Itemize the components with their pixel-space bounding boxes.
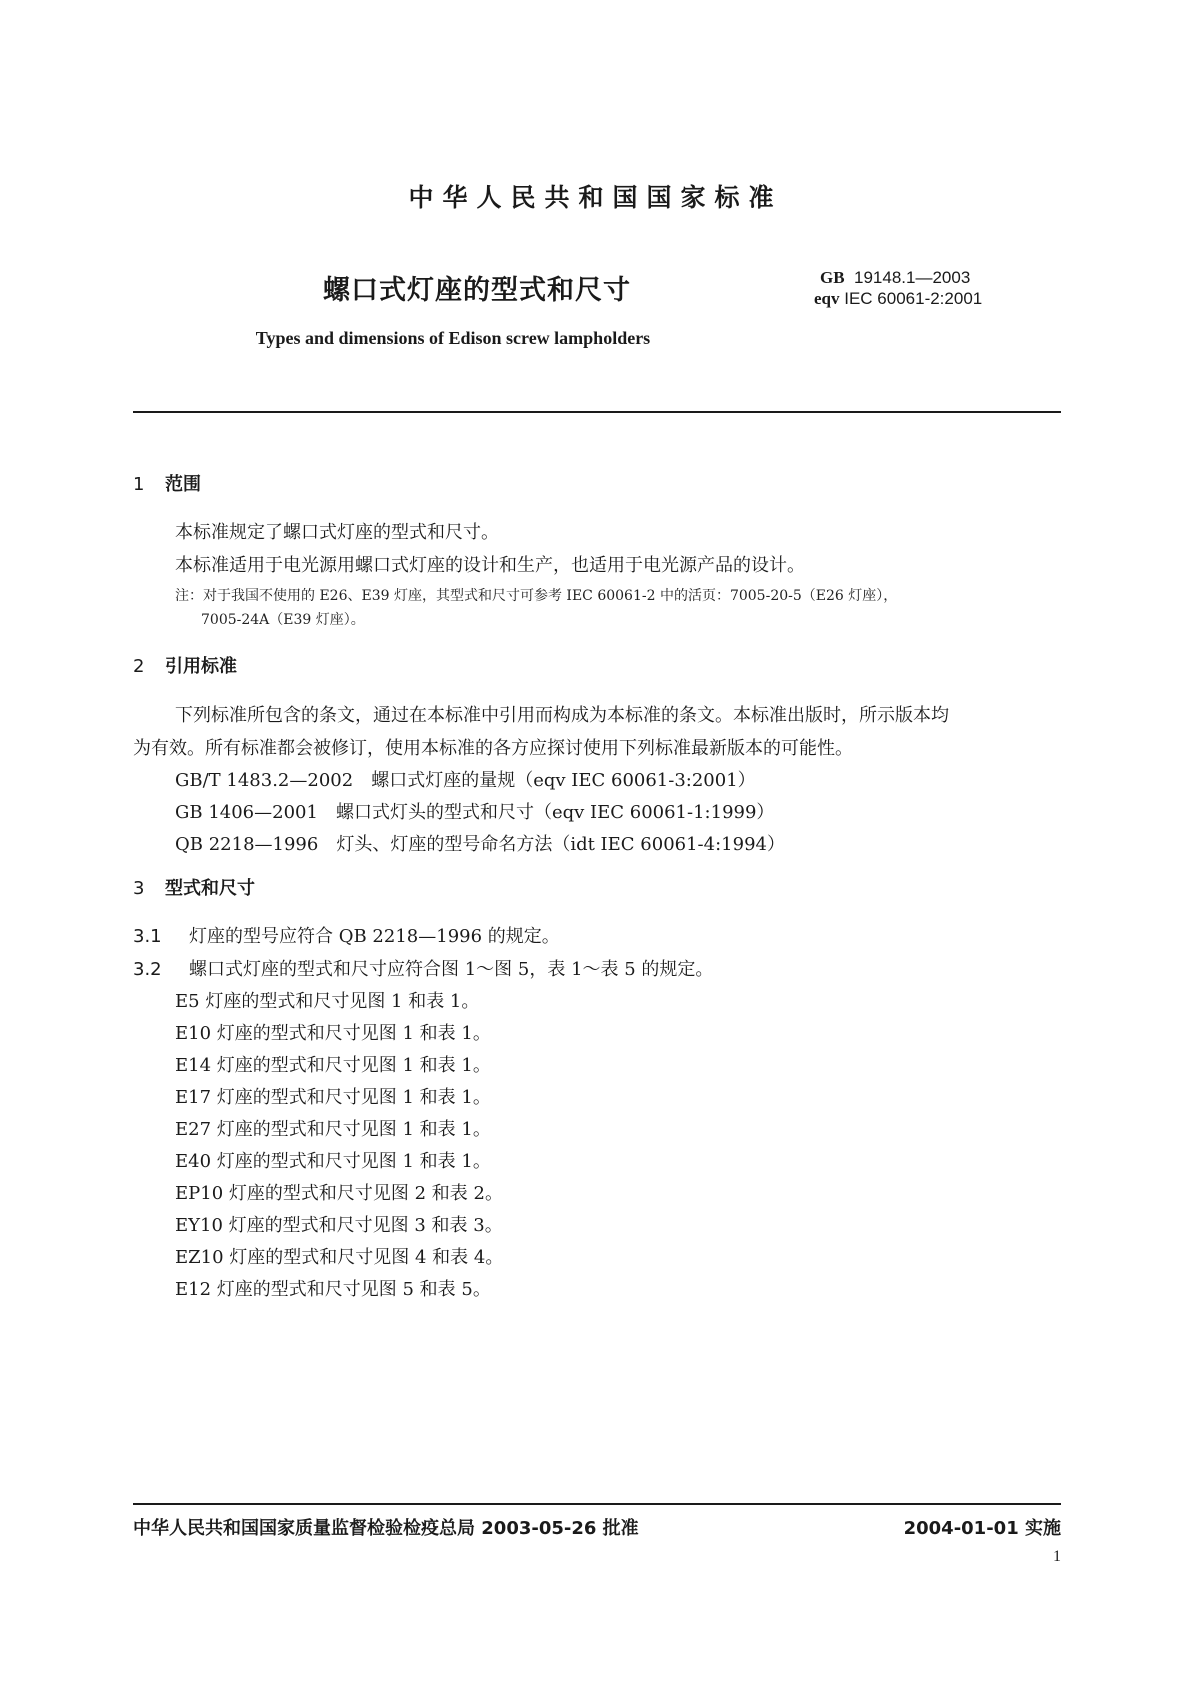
clause-3-2 <box>133 955 713 981</box>
section-3-title: 型式和尺寸 <box>165 878 255 899</box>
list-item: EY10 灯座的型式和尺寸见图 3 和表 3。 <box>175 1215 503 1236</box>
reference-item: GB/T 1483.2—2002 螺口式灯座的量规（eqv IEC 60061-3:2001） <box>175 770 756 791</box>
list-item: E10 灯座的型式和尺寸见图 1 和表 1。 <box>175 1023 491 1044</box>
list-item: E5 灯座的型式和尺寸见图 1 和表 1。 <box>175 991 480 1012</box>
list-item: E12 灯座的型式和尺寸见图 5 和表 5。 <box>175 1279 491 1300</box>
section-3-number: 3 <box>133 878 145 899</box>
document-title-en: Types and dimensions of Edison screw lampholders <box>255 328 651 348</box>
section-1-number: 1 <box>133 474 145 495</box>
section-1-title: 范围 <box>165 474 201 495</box>
approval-statement: 中华人民共和国国家质量监督检验检疫总局 2003-05-26 批准 <box>133 1518 639 1539</box>
list-item: E14 灯座的型式和尺寸见图 1 和表 1。 <box>175 1055 491 1076</box>
clause-text: 灯座的型号应符合 QB 2218—1996 的规定。 <box>189 926 560 947</box>
section-1-para-2: 本标准适用于电光源用螺口式灯座的设计和生产，也适用于电光源产品的设计。 <box>175 555 805 576</box>
section-3-heading <box>133 874 255 900</box>
list-item: E27 灯座的型式和尺寸见图 1 和表 1。 <box>175 1119 491 1140</box>
section-2-para-line-1: 下列标准所包含的条文，通过在本标准中引用而构成为本标准的条文。本标准出版时，所示版本均 <box>175 705 949 726</box>
std-prefix: GB <box>820 268 845 287</box>
clause-number: 3.2 <box>133 959 162 980</box>
document-title-cn: 螺口式灯座的型式和尺寸 <box>323 275 631 306</box>
list-item: E17 灯座的型式和尺寸见图 1 和表 1。 <box>175 1087 491 1108</box>
reference-item: GB 1406—2001 螺口式灯头的型式和尺寸（eqv IEC 60061-1:1999） <box>175 802 775 823</box>
section-2-heading <box>133 652 237 678</box>
footer-divider <box>133 1503 1061 1505</box>
eqv-reference: IEC 60061-2:2001 <box>844 289 983 308</box>
section-2-title: 引用标准 <box>165 656 237 677</box>
std-number: 19148.1—2003 <box>854 268 971 287</box>
list-item: EP10 灯座的型式和尺寸见图 2 和表 2。 <box>175 1183 503 1204</box>
section-1-note-line-1: 注：对于我国不使用的 E26、E39 灯座，其型式和尺寸可参考 IEC 60061-2 中的活页：7005-20-5（E26 灯座）， <box>175 588 898 604</box>
clause-text: 螺口式灯座的型式和尺寸应符合图 1～图 5，表 1～表 5 的规定。 <box>189 959 714 980</box>
list-item: EZ10 灯座的型式和尺寸见图 4 和表 4。 <box>175 1247 504 1268</box>
effective-date: 2004-01-01 实施 <box>903 1518 1061 1539</box>
header-divider <box>133 411 1061 413</box>
list-item: E40 灯座的型式和尺寸见图 1 和表 1。 <box>175 1151 491 1172</box>
section-1-para-1: 本标准规定了螺口式灯座的型式和尺寸。 <box>175 522 499 543</box>
section-2-number: 2 <box>133 656 145 677</box>
eqv-prefix: eqv <box>814 289 840 308</box>
section-2-para-line-2: 为有效。所有标准都会被修订，使用本标准的各方应探讨使用下列标准最新版本的可能性。 <box>133 738 853 759</box>
section-1-note-line-2: 7005-24A（E39 灯座）。 <box>201 612 365 628</box>
clause-3-1 <box>133 922 560 948</box>
page-number: 1 <box>1053 1548 1061 1565</box>
clause-number: 3.1 <box>133 926 162 947</box>
section-1-heading <box>133 470 201 496</box>
reference-item: QB 2218—1996 灯头、灯座的型号命名方法（idt IEC 60061-4:1994） <box>175 834 785 855</box>
national-standard-heading: 中华人民共和国国家标准 <box>408 183 783 212</box>
standard-number-block <box>814 267 983 309</box>
